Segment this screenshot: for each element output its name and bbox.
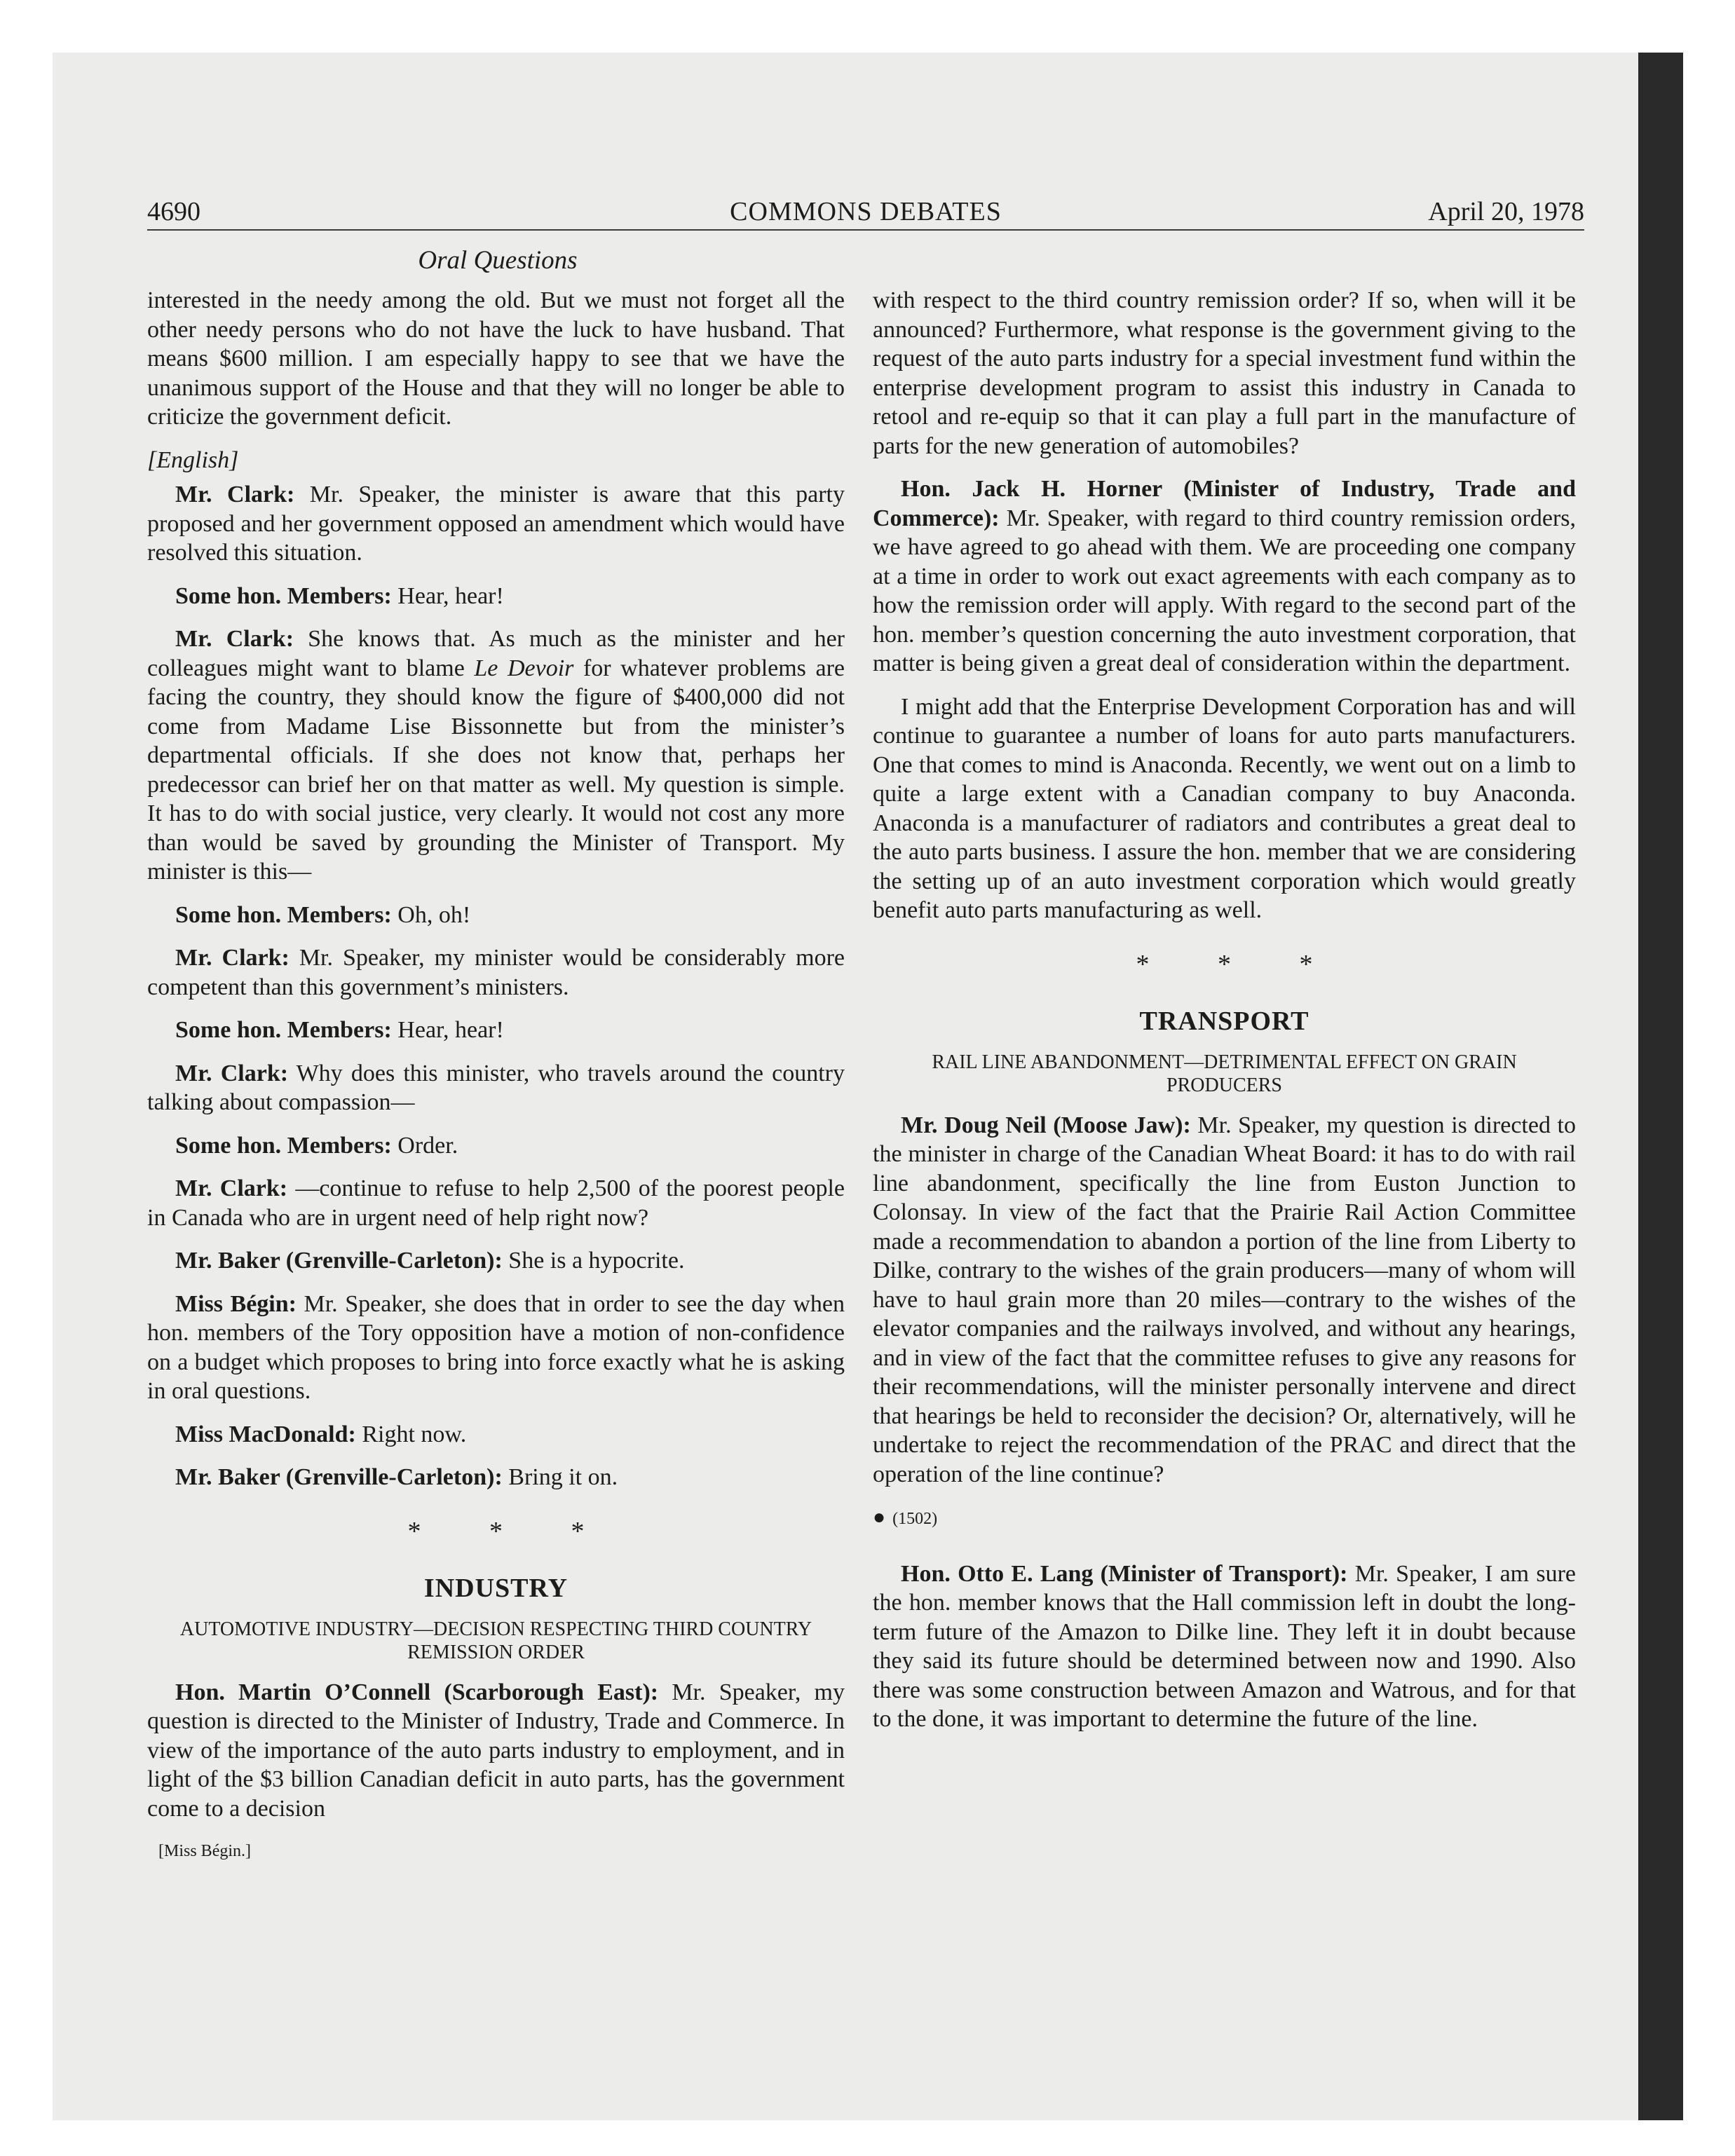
paragraph (147, 1463, 845, 1492)
speaker-name: Mr. Clark: (175, 945, 290, 971)
time-marker-label: (1502) (892, 1510, 938, 1528)
header-rule (147, 229, 1584, 231)
speaker-name: Some hon. Members: (175, 1017, 392, 1043)
paragraph (147, 1174, 845, 1232)
speaker-name: Mr. Baker (Grenville-Carleton): (175, 1464, 503, 1490)
speech-text: Order. (391, 1132, 458, 1159)
speaker-name: Mr. Doug Neil (Moose Jaw): (901, 1112, 1191, 1138)
speech-text: Mr. Speaker, I am sure the hon. member knows that the Hall commission left in doubt the long-term future of the Amazon to Dilke line. They left it in doubt because they said its future should be determined between now and 1990. Also there was some construction between Amazon and Watrous, and for that to the done, it was important to determine the future of the line. (873, 1560, 1577, 1732)
speaker-name: Mr. Clark: (175, 1175, 288, 1201)
speaker-footnote: [Miss Bégin.] (158, 1842, 251, 1860)
section-heading: TRANSPORT (1139, 1007, 1309, 1036)
paragraph (873, 475, 1576, 678)
topic-subheading: AUTOMOTIVE INDUSTRY—DECISION RESPECTING THIRD COUNTRY REMISSION ORDER (179, 1618, 812, 1663)
right-column (873, 286, 1576, 1748)
speaker-name: Mr. Baker (Grenville-Carleton): (175, 1248, 503, 1274)
speech-text: —continue to refuse to help 2,500 of the poorest people in Canada who are in urgent need of help right now? (147, 1175, 845, 1231)
issue-date: April 20, 1978 (1428, 197, 1584, 226)
publication-title: COMMONS DEBATES (730, 197, 1002, 226)
section-heading: INDUSTRY (423, 1574, 569, 1603)
paragraph (147, 1290, 845, 1406)
speech-text: for whatever problems are facing the country, they should know the figure of $400,000 did not come from Madame Lise Bissonnette but from the minister’s departmental officials. If she does not know that, perhaps her predecessor can brief her on that matter as well. My question is simple. It has to do with social justice, very clearly. It would not cost any more than would be saved by grounding the Minister of Transport. My minister is this— (147, 655, 845, 885)
section-separator: * * * (1136, 949, 1344, 979)
speech-text: Hear, hear! (391, 1017, 504, 1043)
paragraph (147, 1246, 845, 1276)
paragraph (147, 1131, 845, 1161)
binding-edge (1638, 53, 1683, 2120)
speech-text: Mr. Speaker, my question is directed to the minister in charge of the Canadian Wheat Board: it has to do with rail line abandonment, specifically the line from Euston Junction to Colonsay. In view of the fact that the Prairie Rail Action Committee made a recommendation to abandon a portion of the line from Liberty to Dilke, contrary to the wishes of the grain producers—many of whom will have to haul grain more than 20 miles—contrary to the wishes of the elevator companies and the railways involved, and without any hearings, and in view of the fact that the committee refuses to give any reasons for their recommendations, will the minister personally intervene and direct that hearings be held to reconsider the decision? Or, alternatively, will he undertake to reject the recommendation of the PRAC and direct that the operation of the line continue? (873, 1112, 1576, 1487)
paragraph (147, 625, 845, 887)
speech-text: Why does this minister, who travels around the country talking about compassion— (147, 1060, 845, 1115)
speaker-name: Miss MacDonald: (175, 1421, 356, 1447)
speech-text: Mr. Speaker, my question is directed to the Minister of Industry, Trade and Commerce. In view of the importance of the auto parts industry to employment, and in light of the $3 billion Canadian deficit in auto parts, has the government come to a decision (147, 1679, 845, 1822)
speaker-name: Miss Bégin: (175, 1290, 297, 1317)
speech-text: She is a hypocrite. (502, 1248, 685, 1274)
section-title: Oral Questions (418, 246, 578, 275)
topic-subheading: RAIL LINE ABANDONMENT—DETRIMENTAL EFFECT ON GRAIN PRODUCERS (932, 1051, 1517, 1096)
speech-text: She knows that. As much as the minister and her colleagues might want to blame (147, 626, 845, 681)
paragraph (147, 1016, 845, 1045)
speech-text: Right now. (355, 1421, 467, 1447)
paragraph (873, 1111, 1576, 1489)
bullet-icon: ● (873, 1506, 886, 1529)
page-number: 4690 (147, 197, 200, 226)
speech-text: Oh, oh! (391, 901, 471, 928)
section-separator: * * * (407, 1516, 615, 1546)
speech-text: Mr. Speaker, with regard to third country remission orders, we have agreed to go ahead with them. We are proceeding one company at a time in order to work out exact agreements with each company as to how the remission order will apply. With regard to the second part of the hon. member’s question concerning the auto investment corporation, that matter is being given a great deal of consideration within the department. (873, 505, 1576, 676)
paragraph: with respect to the third country remission order? If so, when will it be announced? Furthermore, what response is the government giving to the request of the auto parts industry for a special investment fund within the enterprise development program to assist this industry in Canada to retool and re-equip so that it can play a full part in the manufacture of parts for the new generation of automobiles? (873, 287, 1576, 459)
running-head (147, 193, 1584, 230)
speaker-name: Hon. Otto E. Lang (Minister of Transport): (901, 1560, 1348, 1587)
paragraph (147, 901, 845, 930)
paragraph: interested in the needy among the old. But we must not forget all the other needy persons who do not have the luck to have husband. That means $600 million. I am especially happy to see that we have the unanimous support of the House and that they will no longer be able to criticize the government deficit. (147, 287, 845, 430)
paragraph (147, 480, 845, 568)
paragraph (147, 1678, 845, 1824)
paragraph: I might add that the Enterprise Development Corporation has and will continue to guarantee a number of loans for auto parts manufacturers. One that comes to mind is Anaconda. Recently, we went out on a limb to quite a large extent with a Canadian company to buy Anaconda. Anaconda is a manufacturer of radiators and contributes a great deal to the auto parts business. I assure the hon. member that we are considering the setting up of an auto investment corporation which would greatly benefit auto parts manufacturing as well. (873, 693, 1576, 923)
paragraph (147, 1420, 845, 1449)
speech-text: Mr. Speaker, she does that in order to see the day when hon. members of the Tory opposition have a motion of non-confidence on a budget which proposes to bring into force exactly what he is asking in oral questions. (147, 1290, 845, 1404)
speech-text: Mr. Speaker, my minister would be considerably more competent than this government’s ministers. (147, 945, 845, 1000)
paragraph (147, 1059, 845, 1117)
speaker-name: Mr. Clark: (175, 482, 295, 507)
speech-text: Mr. Speaker, the minister is aware that this party proposed and her government opposed an amendment which would have resolved this situation. (147, 482, 845, 566)
newspaper-title: Le Devoir (474, 655, 574, 681)
speaker-name: Mr. Clark: (175, 626, 294, 652)
speaker-name: Hon. Jack H. Horner (Minister of Industry, Trade and Commerce): (873, 476, 1576, 531)
speaker-name: Mr. Clark: (175, 1060, 289, 1086)
paragraph (147, 582, 845, 611)
speaker-name: Hon. Martin O’Connell (Scarborough East): (175, 1679, 659, 1705)
speaker-name: Some hon. Members: (175, 901, 392, 928)
left-column (147, 286, 845, 1867)
speech-text: Bring it on. (502, 1464, 618, 1490)
time-marker (873, 1503, 1576, 1534)
paragraph (873, 1560, 1576, 1734)
speech-text: Hear, hear! (391, 582, 504, 609)
paragraph (147, 943, 845, 1002)
language-marker: [English] (147, 446, 239, 473)
speaker-name: Some hon. Members: (175, 1132, 392, 1159)
speaker-name: Some hon. Members: (175, 582, 392, 609)
